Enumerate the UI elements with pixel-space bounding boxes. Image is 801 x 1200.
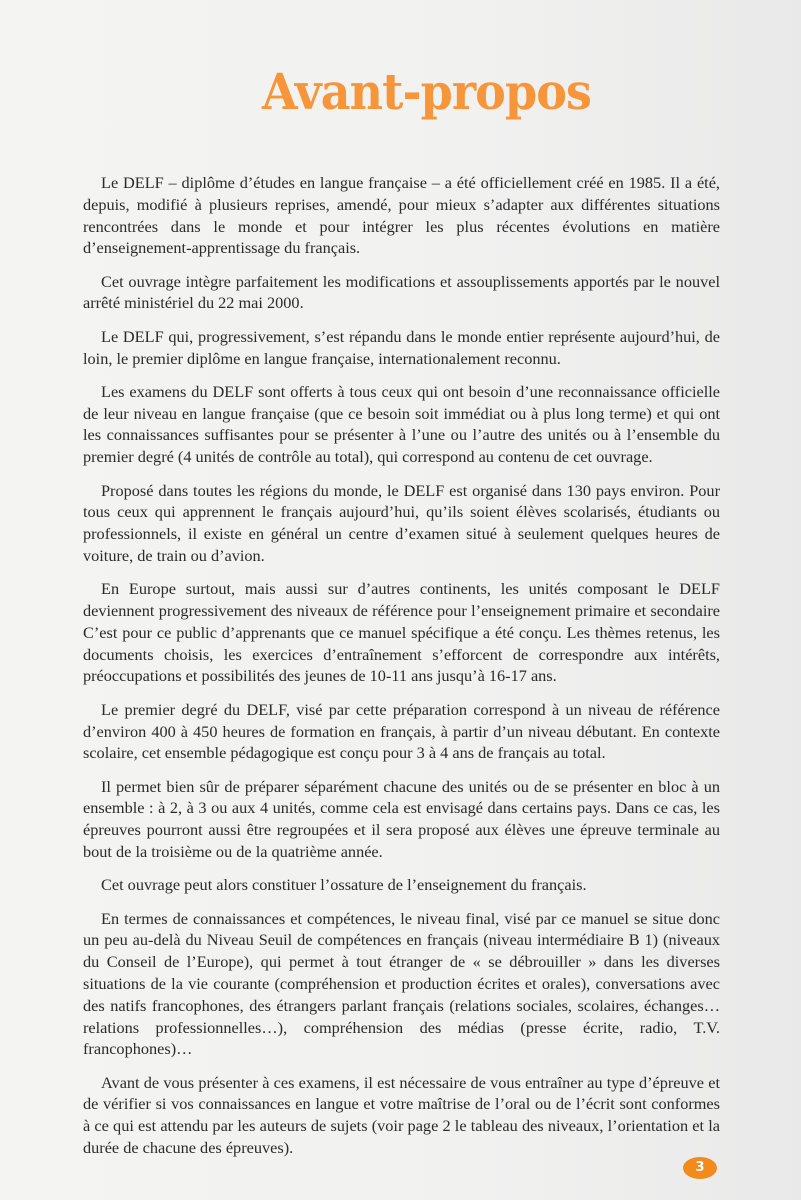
paragraph: Le DELF qui, progressivement, s’est répandu dans le monde entier représente aujourd’hui, de loin, le premier diplôme en langue française, internationalement reconnu.: [83, 326, 720, 368]
paragraph: Le DELF – diplôme d’études en langue française – a été officiellement créé en 1985. Il a été, depuis, modifié à plusieurs reprises, amendé, pour mieux s’adapter aux différentes situations rencontrées dans le monde et pour intégrer les plus récentes évolutions en matière d’enseignement-apprentissage du français.: [83, 173, 720, 258]
body-text: [83, 172, 720, 1170]
page-number-badge: 3: [683, 1157, 717, 1179]
paragraph: Proposé dans toutes les régions du monde, le DELF est organisé dans 130 pays environ. Pour tous ceux qui apprennent le français aujourd’hui, qu’ils soient élèves scolarisés, étudiants ou professionnels, il existe en général un centre d’examen situé à seulement quelques heures de voiture, de train ou d’avion.: [83, 480, 720, 565]
paragraph: Cet ouvrage peut alors constituer l’ossature de l’enseignement du français.: [101, 875, 587, 895]
page-title: Avant-propos: [262, 62, 591, 121]
paragraph: En termes de connaissances et compétences, le niveau final, visé par ce manuel se situe donc un peu au-delà du Niveau Seuil de compétences en français (niveau intermédiaire B 1) (niveaux du Conseil de l’Europe), qui permet à tout étranger de « se débrouiller » dans les diverses situations de la vie courante (compréhension et production écrites et orales), conversations avec des natifs francophones, des étrangers parlant français (relations sociales, scolaires, échanges… relations professionnelles…), compréhension des médias (presse écrite, radio, T.V. francophones)…: [83, 908, 720, 1059]
paragraph: Avant de vous présenter à ces examens, il est nécessaire de vous entraîner au type d’épreuve et de vérifier si vos connaissances en langue et votre maîtrise de l’oral ou de l’écrit sont conformes à ce qui est attendu par les auteurs de sujets (voir page 2 le tableau des niveaux, l’orientation et la durée de chacune des épreuves).: [83, 1072, 720, 1158]
paragraph: Cet ouvrage intègre parfaitement les modifications et assouplissements apportés par le nouvel arrêté ministériel du 22 mai 2000.: [83, 271, 720, 313]
paragraph: Le premier degré du DELF, visé par cette préparation correspond à un niveau de référence d’environ 400 à 450 heures de formation en français, à partir d’un niveau débutant. En contexte scolaire, cet ensemble pédagogique est conçu pour 3 à 4 ans de français au total.: [83, 699, 720, 763]
paragraph: En Europe surtout, mais aussi sur d’autres continents, les unités composant le DELF deviennent progressivement des niveaux de référence pour l’enseignement primaire et secondaire C’est pour ce public d’apprenants que ce manuel spécifique a été conçu. Les thèmes retenus, les documents choisis, les exercices d’entraînement s’efforcent de correspondre aux intérêts, préoccupations et possibilités des jeunes de 10-11 ans jusqu’à 16-17 ans.: [83, 579, 720, 686]
paragraph: Il permet bien sûr de préparer séparément chacune des unités ou de se présenter en bloc à un ensemble : à 2, à 3 ou aux 4 unités, comme cela est envisagé dans certains pays. Dans ce cas, les épreuves pourront aussi être regroupées et il sera proposé aux élèves une épreuve terminale au bout de la troisième ou de la quatrième année.: [83, 776, 720, 862]
paragraph: Les examens du DELF sont offerts à tous ceux qui ont besoin d’une reconnaissance officielle de leur niveau en langue française (que ce besoin soit immédiat ou à plus long terme) et qui ont les connaissances suffisantes pour se présenter à l’une ou l’autre des unités ou à l’ensemble du premier degré (4 unités de contrôle au total), qui correspond au contenu de cet ouvrage.: [83, 381, 720, 467]
